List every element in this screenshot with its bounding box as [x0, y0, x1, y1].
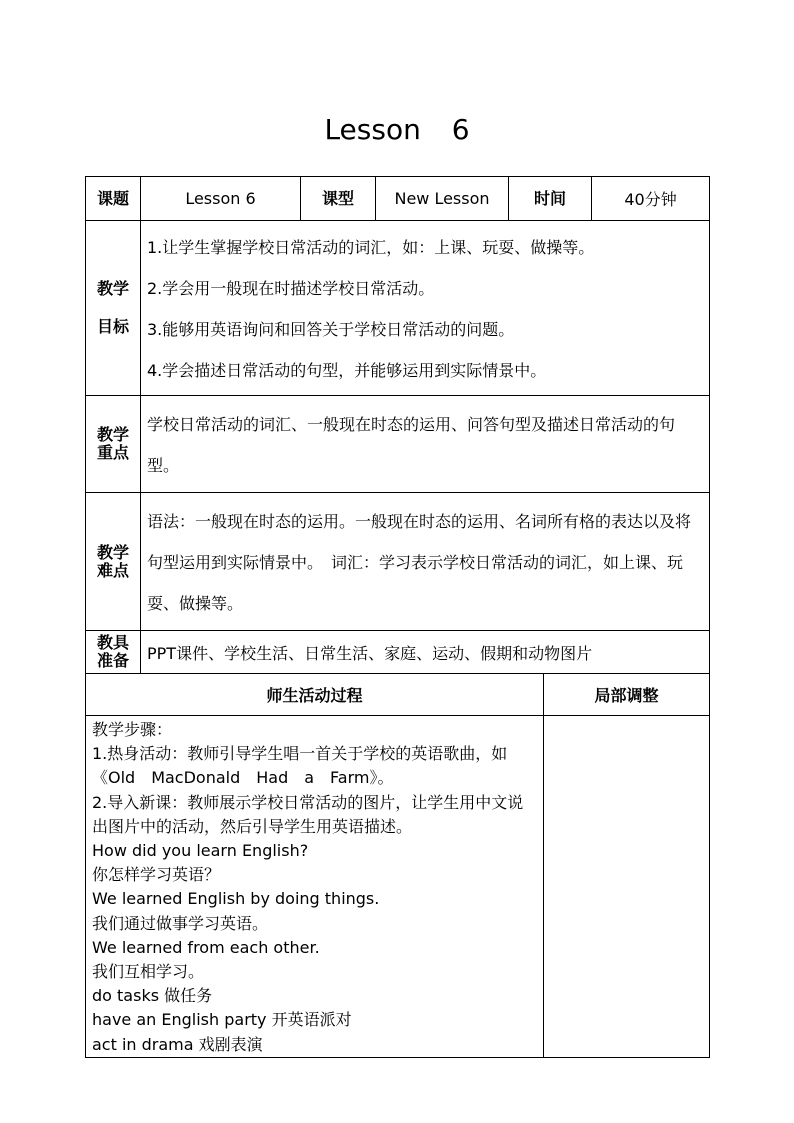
difficulties-label-line1: 教学	[96, 542, 129, 562]
process-header: 师生活动过程	[86, 674, 544, 716]
time-value: 40分钟	[592, 177, 710, 221]
key-points-label-line2: 重点	[96, 443, 129, 462]
goals-label-line1: 教学	[96, 279, 129, 298]
lesson-plan-table	[85, 176, 710, 1058]
topic-value: Lesson 6	[141, 177, 301, 221]
process-line: 我们互相学习。	[92, 962, 205, 982]
process-line: 1.热身活动：教师引导学生唱一首关于学校的英语歌曲，如《Old MacDonald Had a Farm》。	[92, 744, 508, 788]
process-line: have an English party 开英语派对	[92, 1010, 352, 1030]
header-info-row	[86, 177, 710, 221]
difficulties-label	[86, 493, 141, 631]
goals-label-line2: 目标	[96, 317, 129, 336]
process-line: do tasks 做任务	[92, 986, 213, 1006]
materials-content: PPT课件、学校生活、日常生活、家庭、运动、假期和动物图片	[141, 631, 710, 674]
process-line: We learned from each other.	[92, 937, 320, 957]
process-line: 你怎样学习英语？	[92, 865, 221, 885]
materials-row	[86, 631, 710, 674]
adjust-header: 局部调整	[544, 674, 710, 716]
process-line: 2.导入新课：教师展示学校日常活动的图片，让学生用中文说出图片中的活动，然后引导学生用英语描述。	[92, 792, 524, 836]
materials-label-line1: 教具	[96, 633, 129, 652]
goals-label	[86, 221, 141, 396]
goal-item: 1.让学生掌握学校日常活动的词汇，如：上课、玩耍、做操等。	[147, 238, 595, 257]
goals-content	[141, 221, 710, 396]
goal-item: 4.学会描述日常活动的句型，并能够运用到实际情景中。	[147, 361, 547, 380]
process-header-row	[86, 674, 710, 716]
time-label: 时间	[509, 177, 592, 221]
process-content	[86, 716, 544, 1058]
process-line: act in drama 戏剧表演	[92, 1034, 263, 1054]
key-points-content: 学校日常活动的词汇、一般现在时态的运用、问答句型及描述日常活动的句型。	[141, 396, 710, 493]
process-line: 教学步骤：	[92, 720, 173, 739]
materials-label-line2: 准备	[96, 651, 129, 670]
topic-label: 课题	[86, 177, 141, 221]
type-label: 课型	[301, 177, 376, 221]
key-points-row	[86, 396, 710, 493]
key-points-label	[86, 396, 141, 493]
process-line: 我们通过做事学习英语。	[92, 913, 269, 933]
process-row	[86, 716, 710, 1058]
goal-item: 3.能够用英语询问和回答关于学校日常活动的问题。	[147, 320, 515, 339]
page-title: Lesson 6	[324, 113, 470, 146]
difficulties-label-line2: 难点	[96, 560, 129, 580]
difficulties-content: 语法：一般现在时态的运用。一般现在时态的运用、名词所有格的表达以及将句型运用到实际情景中。 词汇：学习表示学校日常活动的词汇，如上课、玩耍、做操等。	[141, 493, 710, 631]
difficulties-row	[86, 493, 710, 631]
goal-item: 2.学会用一般现在时描述学校日常活动。	[147, 279, 435, 298]
process-line: How did you learn English?	[92, 841, 309, 861]
process-line: We learned English by doing things.	[92, 889, 380, 909]
type-value: New Lesson	[376, 177, 509, 221]
materials-label	[86, 631, 141, 674]
key-points-label-line1: 教学	[96, 425, 129, 444]
goals-row	[86, 221, 710, 396]
adjust-content	[544, 716, 710, 1058]
